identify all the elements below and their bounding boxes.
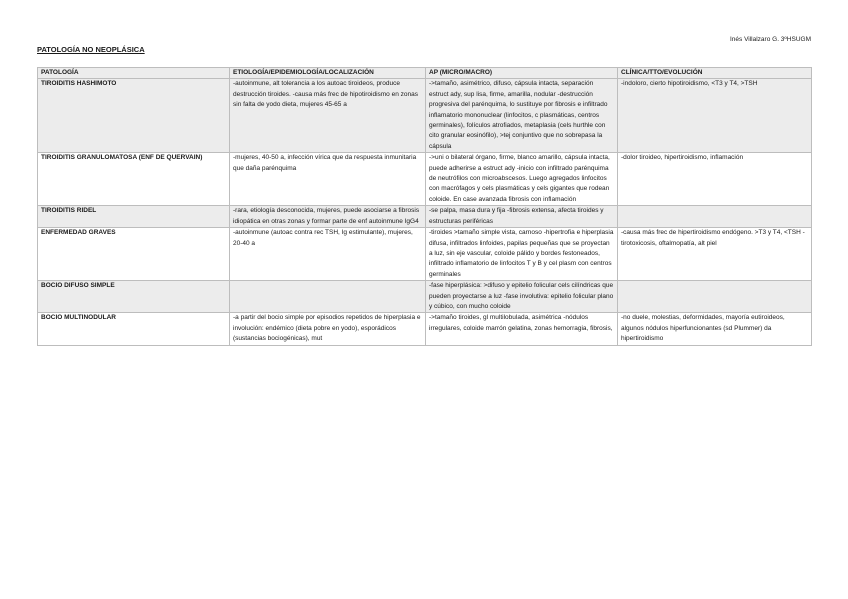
table-row [38, 281, 812, 313]
cell-clinica: -no duele, molestias, deformidades, mayoría eutiroideos, algunos nódulos hiperfuncionantes (sd Plummer) da hipertiroidismo [618, 313, 812, 345]
table-row [38, 313, 812, 345]
cell-name: BOCIO MULTINODULAR [38, 313, 230, 345]
cell-name: ENFERMEDAD GRAVES [38, 228, 230, 281]
cell-etiologia [230, 281, 426, 313]
table-row [38, 228, 812, 281]
table-header-row [38, 68, 812, 79]
cell-name: TIROIDITIS HASHIMOTO [38, 79, 230, 153]
cell-etiologia: -a partir del bocio simple por episodios repetidos de hiperplasia e involución: endémico (dieta pobre en yodo), esporádicos (sustancias bociogénicas), mut [230, 313, 426, 345]
cell-etiologia: -autoinmune (autoac contra rec TSH, Ig estimulante), mujeres, 20-40 a [230, 228, 426, 281]
cell-clinica: -dolor tiroideo, hipertiroidismo, inflamación [618, 153, 812, 206]
header-patologia: PATOLOGÍA [38, 68, 230, 79]
table-row [38, 79, 812, 153]
cell-ap: -se palpa, masa dura y fija -fibrosis extensa, afecta tiroides y estructuras periféricas [426, 206, 618, 228]
header-clinica: CLÍNICA/TTO/EVOLUCIÓN [618, 68, 812, 79]
cell-clinica: -indoloro, cierto hipotiroidismo, <T3 y T4, >TSH [618, 79, 812, 153]
table-row [38, 206, 812, 228]
document-title: PATOLOGÍA NO NEOPLÁSICA [37, 45, 145, 54]
cell-ap: -fase hiperplásica: >difuso y epitelio folicular cels cilíndricas que pueden proyectarse a luz -fase involutiva: epitelio folicular plano y cúbico, con mucho coloide [426, 281, 618, 313]
header-ap: AP (MICRO/MACRO) [426, 68, 618, 79]
cell-clinica: -causa más frec de hipertiroidismo endógeno. >T3 y T4, <TSH -tirotoxicosis, oftalmopatía, alt piel [618, 228, 812, 281]
cell-clinica [618, 281, 812, 313]
cell-etiologia: -rara, etiología desconocida, mujeres, puede asociarse a fibrosis idiopática en otras zonas y formar parte de enf autoinmune IgG4 [230, 206, 426, 228]
cell-name: BOCIO DIFUSO SIMPLE [38, 281, 230, 313]
cell-name: TIROIDITIS RIDEL [38, 206, 230, 228]
header-etiologia: ETIOLOGÍA/EPIDEMIOLOGÍA/LOCALIZACIÓN [230, 68, 426, 79]
cell-ap: ->uni o bilateral órgano, firme, blanco amarillo, cápsula intacta, puede adherirse a estruct ady -inicio con infiltrado parénquima de neutrófilos con microabscesos. Luego agregados linfocitos con macrófagos y cels plasmáticas y cels gigantes que rodean coloide. En case avanzada fibrosis con inflamación [426, 153, 618, 206]
cell-ap: ->tamaño tiroides, gl multilobulada, asimétrica -nódulos irregulares, coloide marrón gelatina, zonas hemorragia, fibrosis, [426, 313, 618, 345]
table-row [38, 153, 812, 206]
cell-etiologia: -mujeres, 40-50 a, infección vírica que da respuesta inmunitaria que daña parénquima [230, 153, 426, 206]
pathology-table [37, 67, 812, 346]
cell-ap: ->tamaño, asimétrico, difuso, cápsula intacta, separación estruct ady, sup lisa, firme, amarilla, nodular -destrucción progresiva del parénquima, lo sustituye por fibrosis e infiltrado inflamatorio mononuclear (linfocitos, c plasmáticas, centros germinales), folículos atrofiados, metaplasia (cels hurthle con cito granular eosinófilo), >tej conjuntivo que no sobrepasa la cápsula [426, 79, 618, 153]
author-note: Inés Villalzaro G. 3ºHSUGM [729, 36, 811, 43]
cell-clinica [618, 206, 812, 228]
cell-name: TIROIDITIS GRANULOMATOSA (ENF DE QUERVAIN) [38, 153, 230, 206]
cell-ap: -tiroides >tamaño simple vista, carnoso -hipertrofia e hiperplasia difusa, infiltrados linfoides, papilas pequeñas que se proyectan a luz, sin eje vascular, coloide pálido y bordes festoneados, infiltrado inflamatorio de linfocitos T y B y cel plasm con centros germinales [426, 228, 618, 281]
cell-etiologia: -autoinmune, alt tolerancia a los autoac tiroideos, produce destrucción tiroides. -causa más frec de hipotiroidismo en zonas sin falta de yodo dieta, mujeres 45-65 a [230, 79, 426, 153]
